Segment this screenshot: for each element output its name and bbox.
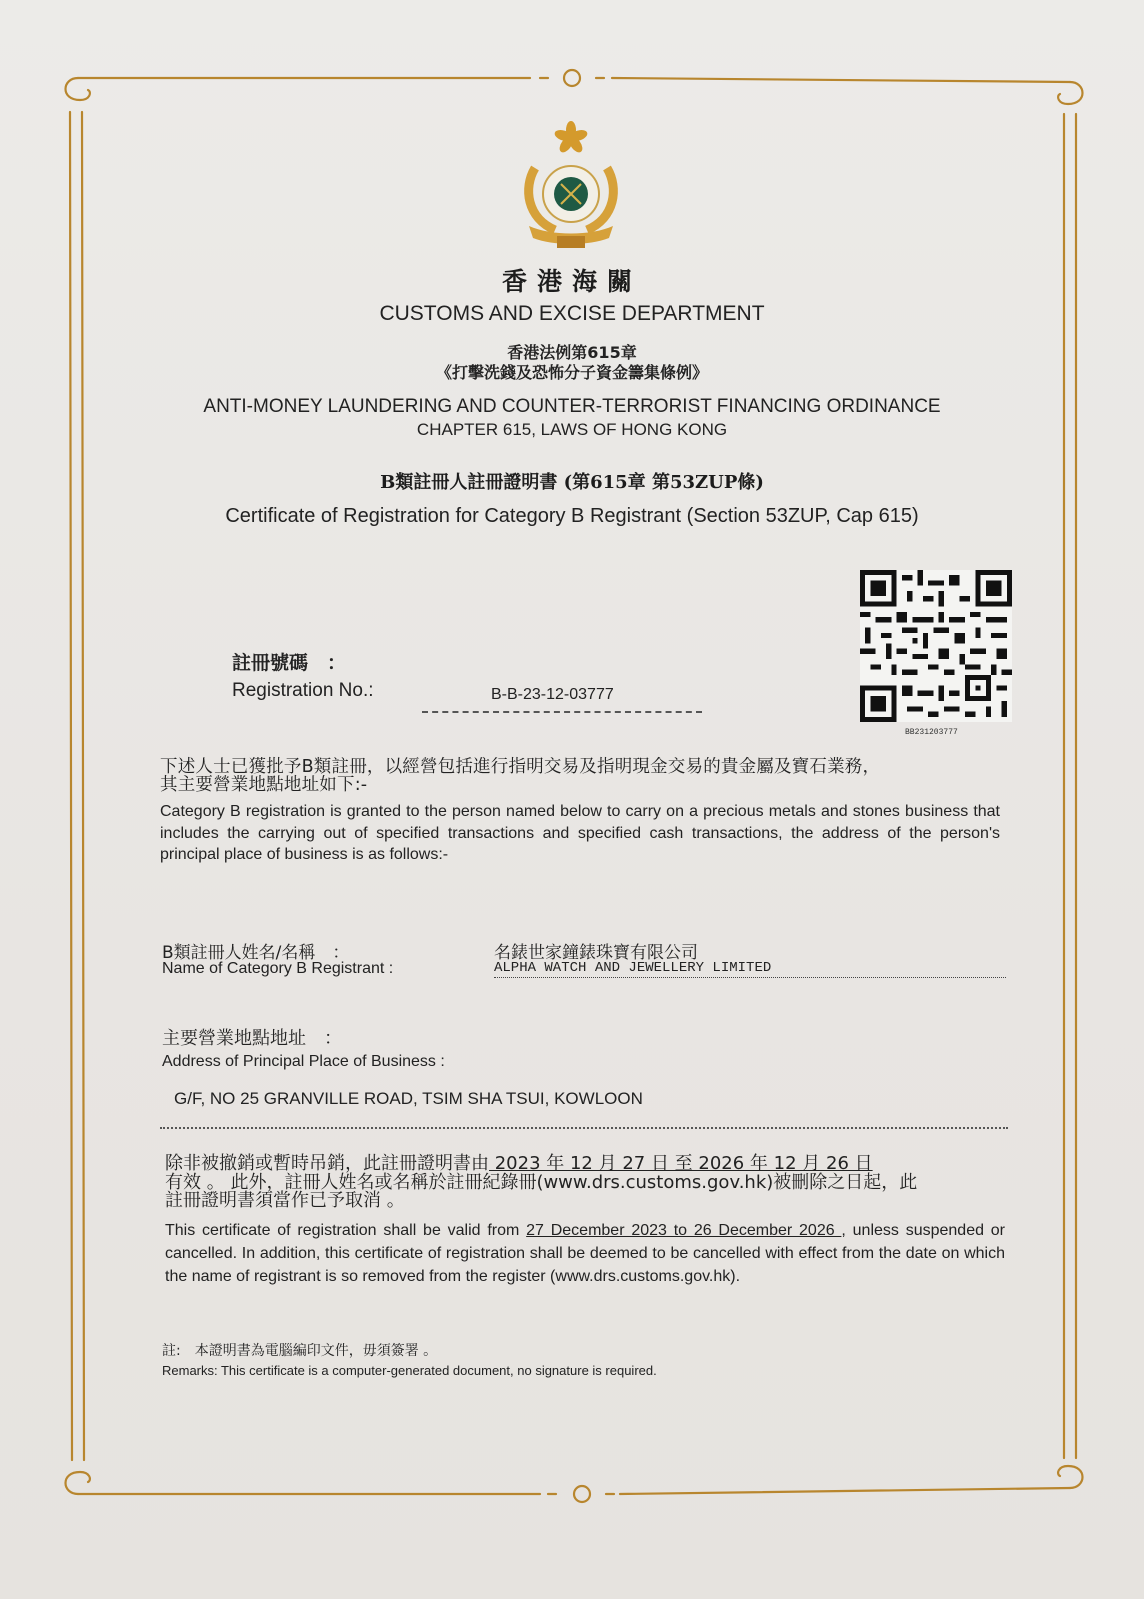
validity-zh-line2: 有效 。 此外，註冊人姓名或名稱於註冊紀錄冊(www.drs.customs.gov.hk)被刪除之日起，此 [165, 1171, 918, 1193]
department-name-zh: 香港海關 [501, 267, 642, 296]
address-label-en: Address of Principal Place of Business : [162, 1053, 445, 1070]
validity-period-en: 27 December 2023 to 26 December 2026 [526, 1222, 842, 1239]
ordinance-title-en: ANTI-MONEY LAUNDERING AND COUNTER-TERRORIST FINANCING ORDINANCE [203, 396, 941, 417]
validity-period-zh: 2023 年 12 月 27 日 至 2026 年 12 月 26 日 [489, 1153, 873, 1174]
grant-statement-en: Category B registration is granted to the person named below to carry on a precious metals and stones business that includes the carrying out of specified transactions and specified cash transactions, the address of the person's principal place of business is as follows:- [160, 803, 1000, 863]
grant-statement-zh [160, 758, 1000, 794]
registration-underline [422, 711, 702, 713]
validity-statement-zh [165, 1155, 1005, 1211]
business-address: G/F, NO 25 GRANVILLE ROAD, TSIM SHA TSUI, KOWLOON [174, 1089, 643, 1108]
law-chapter-en: CHAPTER 615, LAWS OF HONG KONG [416, 420, 728, 439]
validity-statement-en [165, 1219, 1005, 1288]
grant-statement-zh-line2: 其主要營業地點地址如下:- [160, 775, 368, 795]
ordinance-title-zh: 《打擊洗錢及恐怖分子資金籌集條例》 [435, 363, 708, 382]
registration-label-zh: 註冊號碼 ： [232, 652, 347, 674]
registrant-name-underline [494, 977, 1006, 978]
law-chapter-zh: 香港法例第615章 [507, 343, 637, 362]
registration-number: B-B-23-12-03777 [491, 686, 614, 703]
certificate-title-en: Certificate of Registration for Category B Registrant (Section 53ZUP, Cap 615) [225, 505, 919, 527]
validity-en-prefix: This certificate of registration shall be valid from [165, 1222, 527, 1239]
qr-code-icon[interactable] [860, 570, 1012, 722]
validity-en-suffix: , unless suspended or cancelled. In addition, this certificate of registration shall be deemed to be cancelled with effect from the date on which the name of registrant is so removed from the register (www.drs.customs.gov.hk). [165, 1222, 1006, 1285]
department-name-en: CUSTOMS AND EXCISE DEPARTMENT [379, 302, 765, 325]
validity-zh-line3: 註冊證明書須當作已予取消 。 [165, 1190, 405, 1211]
registration-label-en: Registration No.: [232, 680, 374, 701]
qr-code-caption: BB231203777 [905, 728, 958, 737]
registrant-name-en: ALPHA WATCH AND JEWELLERY LIMITED [494, 960, 772, 976]
address-label-zh: 主要營業地點地址 ： [162, 1028, 342, 1049]
grant-statement-zh-line1: 下述人士已獲批予B類註冊，以經營包括進行指明交易及指明現金交易的貴金屬及寶石業務， [160, 757, 881, 777]
certificate-title-zh: B類註冊人註冊證明書 (第615章 第53ZUP條) [380, 472, 764, 493]
customs-emblem-icon [515, 118, 627, 258]
remarks-zh: 註: 本證明書為電腦編印文件，毋須簽署 。 [162, 1343, 438, 1359]
address-underline [160, 1127, 1008, 1129]
registrant-name-label-en: Name of Category B Registrant : [162, 960, 394, 977]
registrant-name-label-zh: B類註冊人姓名/名稱 ： [162, 943, 350, 963]
remarks-en: Remarks: This certificate is a computer-generated document, no signature is required. [162, 1363, 657, 1378]
validity-zh-prefix: 除非被撤銷或暫時吊銷，此註冊證明書由 [165, 1153, 489, 1174]
registrant-name-zh: 名錶世家鐘錶珠寶有限公司 [494, 943, 698, 963]
